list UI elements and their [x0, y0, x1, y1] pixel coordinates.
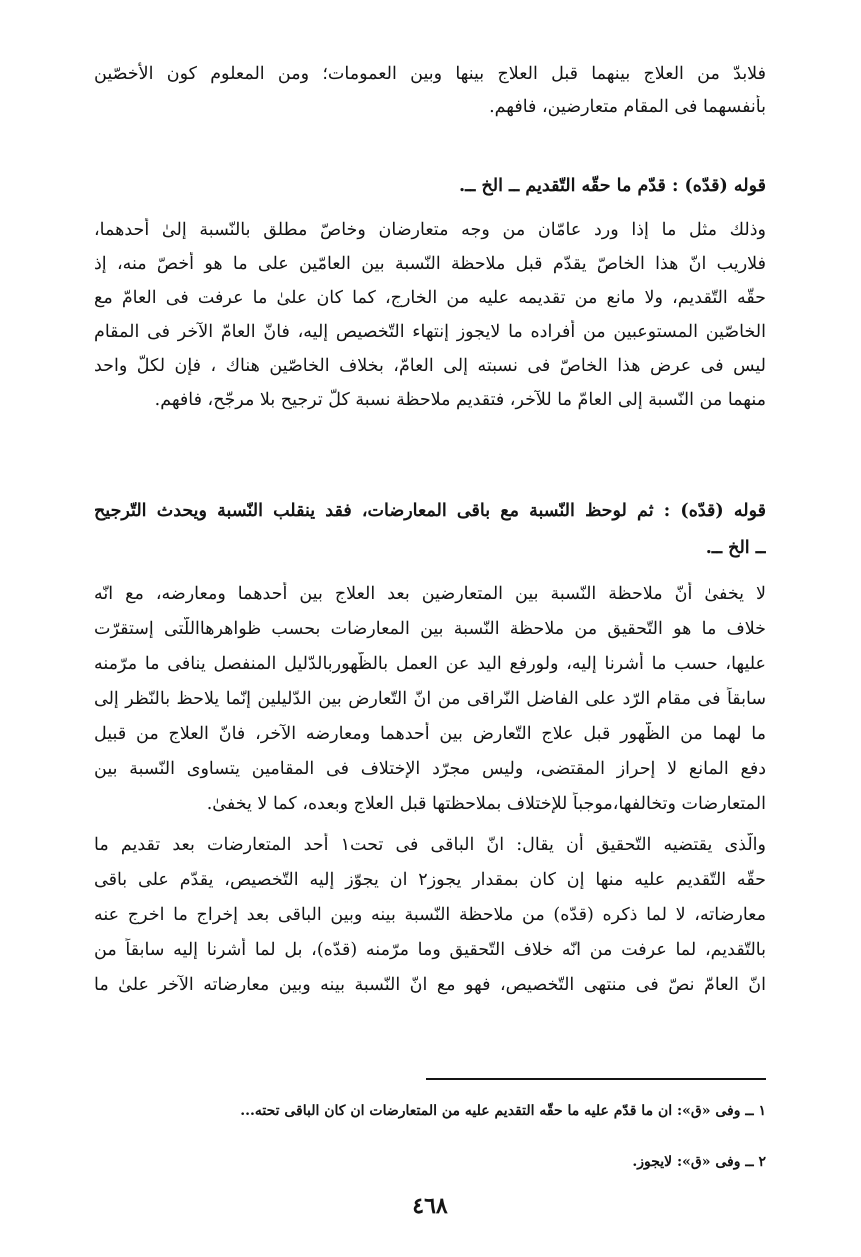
text-line: دفع المانع لا إحراز المقتضى، وليس مجرّد الإختلاف فى المقامين يتساوى النّسبة بين [94, 759, 766, 779]
section-heading: قوله (قدّه) : ثم لوحظ النّسبة مع باقى المعارضات، فقد ينقلب النّسبة ويحدث التّرجيح [94, 501, 766, 521]
text-line: بالتّقديم، لما عرفت من انّه خلاف التّحقيق وما مرّمنه (قدّه)، بل لما أشرنا إليه سابقاً من [94, 940, 766, 960]
text-line: وذلك مثل ما إذا ورد عامّان من وجه متعارضان وخاصّ مطلق بالنّسبة إلىٰ أحدهما، [94, 220, 766, 240]
text-line: معارضاته، لا لما ذكره (قدّه) من ملاحظة النّسبة بينه وبين الباقى بعد إخراج ما اخرج عنه [94, 905, 766, 925]
text-line: انّ العامّ نصّ فى منتهى التّخصيص، فهو مع انّ النّسبة بينه وبين معارضاته الآخر علىٰ ما [94, 975, 766, 995]
footnote: ١ ــ وفى «ق»: ان ما قدّم عليه ما حقّه التقديم عليه من المتعارضات ان كان الباقى تحته... [240, 1103, 766, 1119]
text-line: فلابدّ من العلاج بينهما قبل العلاج بينها وبين العمومات؛ ومن المعلوم كون الأخصّين [94, 64, 766, 84]
page-number: ٤٦٨ [412, 1193, 448, 1219]
footnote-separator [426, 1078, 766, 1080]
text-line: خلاف ما هو التّحقيق من ملاحظة النّسبة بين المعارضات بحسب ظواهرهااللّتى إستقرّت [94, 619, 766, 639]
text-line: والّذى يقتضيه التّحقيق أن يقال: انّ الباقى فى تحت١ أحد المتعارضات بعد تقديم ما [94, 835, 766, 855]
text-line: فلاريب انّ هذا الخاصّ يقدّم قبل ملاحظة النّسبة بين العامّين على ما هو أخصّ منه، إذ [94, 254, 766, 274]
text-line: حقّه التّقديم عليه منها إن كان بمقدار يجوز٢ ان يجوّز إليه التّخصيص، يقدّم على باقى [94, 870, 766, 890]
text-line: حقّه التّقديم، ولا مانع من تقديمه عليه من الخارج، كما كان علىٰ ما عرفت فى العامّ مع [94, 288, 766, 308]
section-heading: قوله (قدّه) : قدّم ما حقّه التّقديم ــ الخ ــ. [459, 176, 766, 196]
footnote: ٢ ــ وفى «ق»: لايجوز. [632, 1154, 766, 1170]
text-line: الخاصّين المستوعبين من أفراده ما لايجوز إنتهاء التّخصيص إليه، فانّ العامّ الآخر فى المقام [94, 322, 766, 342]
text-line: المتعارضات وتخالفها،موجباً للإختلاف بملاحظتها قبل العلاج وبعده، كما لا يخفىٰ. [206, 794, 766, 814]
text-line: ما لهما من الظّهور قبل علاج التّعارض بين أحدهما ومعارضه الآخر، فانّ العلاج من قبيل [94, 724, 766, 744]
text-line: منهما من النّسبة إلى العامّ ما للآخر، فتقديم ملاحظة نسبة كلّ ترجيح بلا مرجّح، فافهم. [154, 390, 766, 410]
text-line: سابقاً فى مقام الرّد على الفاضل النّراقى من انّ التّعارض بين الدّليلين إنّما يلاحظ بالنّظر إلى [94, 689, 766, 709]
section-heading: ــ الخ ــ. [705, 538, 766, 558]
text-line: ليس فى عرض هذا الخاصّ فى نسبته إلى العامّ، بخلاف الخاصّين هناك ، فإن لكلّ واحد [94, 356, 766, 376]
text-line: عليها، حسب ما أشرنا إليه، ولورفع اليد عن العمل بالظّهوربالدّليل المنفصل ينافى ما مرّمنه [94, 654, 766, 674]
text-line: بأنفسهما فى المقام متعارضين، فافهم. [489, 97, 766, 117]
text-line: لا يخفىٰ أنّ ملاحظة النّسبة بين المتعارضين بعد العلاج بين أحدهما ومعارضه، مع انّه [94, 584, 766, 604]
